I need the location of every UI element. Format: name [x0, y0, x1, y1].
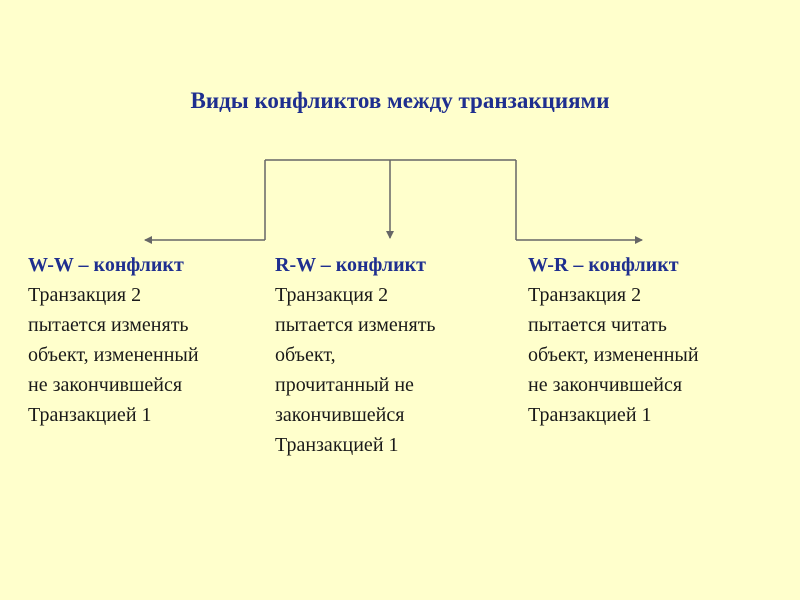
conflict-wr-heading: W-R – конфликт [528, 254, 679, 276]
conflict-wr-description: Транзакция 2 пытается читать объект, измененный не закончившейся Транзакцией 1 [528, 284, 699, 426]
conflict-ww-heading: W-W – конфликт [28, 254, 184, 276]
diagram-title: Виды конфликтов между транзакциями [190, 88, 610, 113]
conflict-rw-description: Транзакция 2 пытается изменять объект, прочитанный не закончившейся Транзакцией 1 [275, 284, 436, 456]
conflict-rw [275, 250, 520, 460]
conflict-rw-heading: R-W – конфликт [275, 254, 426, 276]
conflict-wr [528, 250, 773, 430]
conflict-ww [28, 250, 273, 430]
conflict-ww-description: Транзакция 2 пытается изменять объект, измененный не закончившейся Транзакцией 1 [28, 284, 199, 426]
